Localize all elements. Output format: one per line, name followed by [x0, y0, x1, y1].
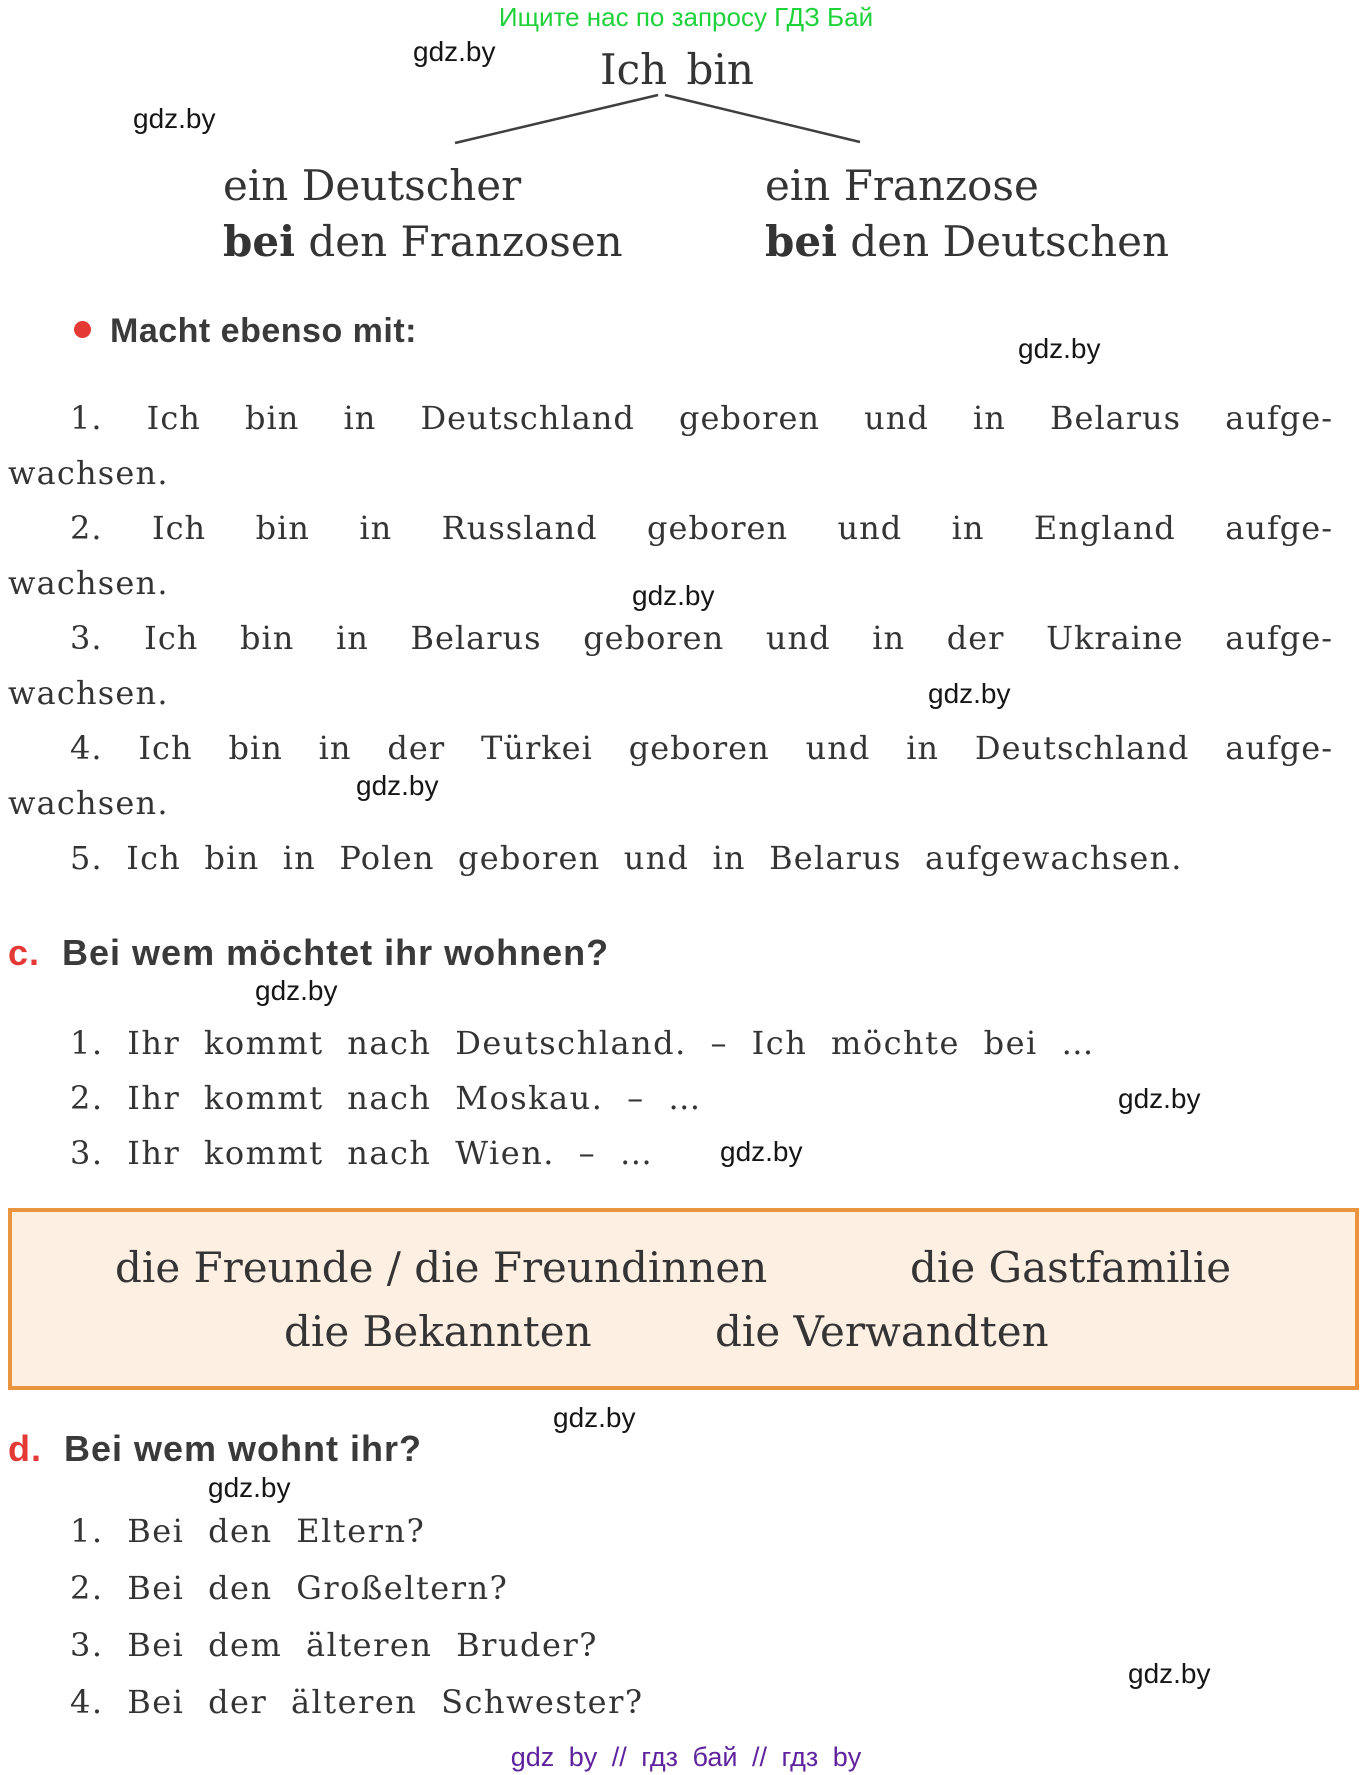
exercise-line: wachsen. — [8, 674, 169, 712]
vocab-item: die Verwandten — [715, 1307, 1049, 1356]
vocab-item: die Bekannten — [284, 1307, 592, 1356]
tree-right-line2 — [765, 214, 1169, 270]
promo-banner: Ищите нас по запросу ГДЗ Бай — [498, 2, 874, 32]
macht-heading-label: Macht ebenso mit: — [110, 312, 417, 350]
tree-right-option — [765, 158, 1169, 270]
exercise-line: wachsen. — [8, 784, 169, 822]
exercise-line: 2. Ich bin in Russland geboren und in England aufge- — [70, 509, 1333, 547]
list-item: 2. Bei den Großeltern? — [70, 1569, 509, 1607]
vocab-item: die Freunde / die Freundinnen — [115, 1243, 768, 1292]
tree-left-rest: den Franzosen — [308, 217, 623, 266]
vocab-box — [8, 1208, 1359, 1390]
section-c-list — [8, 1016, 1333, 1181]
list-item: 2. Ihr kommt nach Moskau. – … — [70, 1079, 702, 1117]
list-item: 1. Bei den Eltern? — [70, 1512, 426, 1550]
tree-left-option — [223, 158, 623, 270]
section-c-title: Bei wem möchtet ihr wohnen? — [62, 932, 610, 973]
vocab-item: die Gastfamilie — [910, 1243, 1232, 1292]
exercise-line: 5. Ich bin in Polen geboren und in Belarus aufgewachsen. — [70, 839, 1183, 877]
section-d-title: Bei wem wohnt ihr? — [64, 1428, 423, 1469]
gdz-watermark: gdz.by — [356, 770, 439, 801]
section-c-heading — [8, 932, 609, 974]
list-item: 3. Bei dem älteren Bruder? — [70, 1626, 598, 1664]
bei-bold: bei — [765, 217, 838, 266]
section-d-list — [8, 1503, 1333, 1731]
macht-heading — [74, 312, 417, 351]
gdz-watermark: gdz.by — [255, 975, 338, 1006]
list-item: 4. Bei der älteren Schwester? — [70, 1683, 644, 1721]
list-item: 1. Ihr kommt nach Deutschland. – Ich möchte bei … — [70, 1024, 1095, 1062]
gdz-watermark: gdz.by — [928, 678, 1011, 709]
tree-root-label: Ich bin — [600, 45, 754, 94]
gdz-watermark: gdz.by — [553, 1402, 636, 1433]
gdz-watermark: gdz.by — [632, 580, 715, 611]
section-d-letter: d. — [8, 1428, 42, 1469]
tree-left-line1: ein Deutscher — [223, 161, 522, 210]
gdz-watermark: gdz.by — [1128, 1658, 1211, 1689]
footer-watermark: gdz by // гдз бай // гдз by — [510, 1742, 862, 1772]
section-c-letter: c. — [8, 932, 41, 973]
exercise-line: wachsen. — [8, 454, 169, 492]
gdz-watermark: gdz.by — [1018, 333, 1101, 364]
exercise-line: 4. Ich bin in der Türkei geboren und in Deutschland aufge- — [70, 729, 1333, 767]
gdz-watermark: gdz.by — [720, 1136, 803, 1167]
list-item: 3. Ihr kommt nach Wien. – … — [70, 1134, 654, 1172]
gdz-watermark: gdz.by — [1118, 1083, 1201, 1114]
red-bullet-icon — [74, 321, 91, 338]
gdz-watermark: gdz.by — [413, 36, 496, 67]
exercise-line: 1. Ich bin in Deutschland geboren und in Belarus aufge- — [70, 399, 1333, 437]
tree-right-line1: ein Franzose — [765, 161, 1039, 210]
macht-exercise-list — [8, 391, 1333, 886]
tree-right-rest: den Deutschen — [850, 217, 1170, 266]
gdz-watermark: gdz.by — [133, 103, 216, 134]
tree-branch-lines — [395, 82, 875, 152]
section-d-heading — [8, 1428, 422, 1470]
gdz-watermark: gdz.by — [208, 1472, 291, 1503]
exercise-line: wachsen. — [8, 564, 169, 602]
exercise-line: 3. Ich bin in Belarus geboren und in der Ukraine aufge- — [70, 619, 1333, 657]
bei-bold: bei — [223, 217, 296, 266]
tree-left-line2 — [223, 214, 623, 270]
